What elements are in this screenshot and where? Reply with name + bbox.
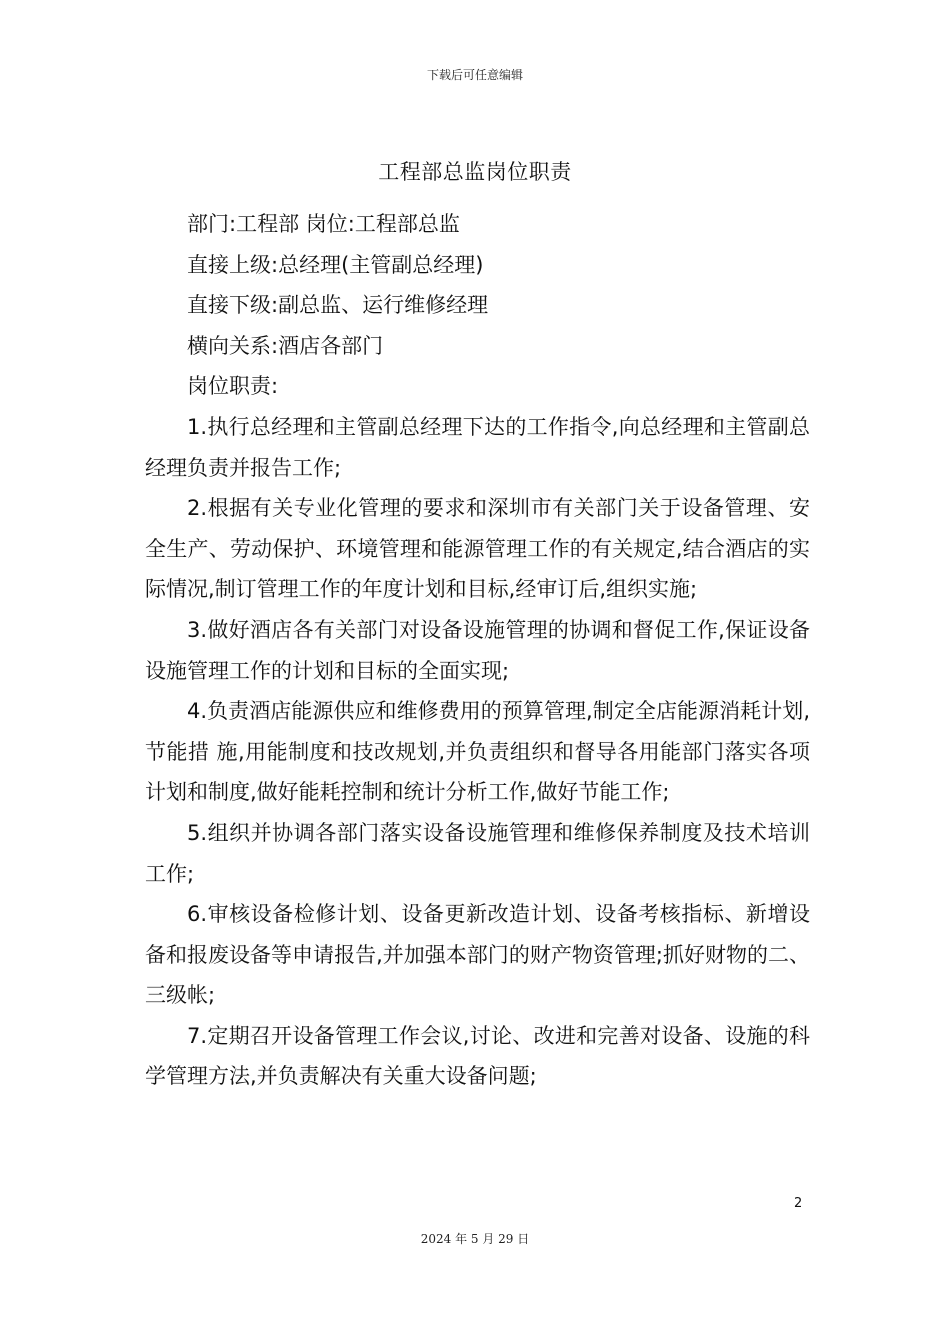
info-line-duties-heading: 岗位职责: bbox=[187, 374, 279, 399]
duty-item-4: 4.负责酒店能源供应和维修费用的预算管理,制定全店能源消耗计划,节能措 施,用能制度和技改规划,并负责组织和督导各用能部门落实各项计划和制度,做好能耗控制和统计分析工作,做好节能工作; bbox=[145, 699, 810, 805]
page-number: 2 bbox=[794, 1196, 803, 1211]
duty-item-7: 7.定期召开设备管理工作会议,讨论、改进和完善对设备、设施的科学管理方法,并负责解决有关重大设备问题; bbox=[145, 1023, 810, 1089]
document-body bbox=[145, 204, 810, 1097]
info-line-lateral: 横向关系:酒店各部门 bbox=[187, 333, 384, 358]
duty-item-2: 2.根据有关专业化管理的要求和深圳市有关部门关于设备管理、安全生产、劳动保护、环境管理和能源管理工作的有关规定,结合酒店的实际情况,制订管理工作的年度计划和目标,经审订后,组织实施; bbox=[145, 496, 810, 602]
header-note: 下载后可任意编辑 bbox=[426, 68, 523, 82]
info-line-subordinate: 直接下级:副总监、运行维修经理 bbox=[187, 293, 489, 318]
duty-item-6: 6.审核设备检修计划、设备更新改造计划、设备考核指标、新增设备和报废设备等申请报告,并加强本部门的财产物资管理;抓好财物的二、三级帐; bbox=[145, 902, 810, 1008]
duty-item-3: 3.做好酒店各有关部门对设备设施管理的协调和督促工作,保证设备设施管理工作的计划和目标的全面实现; bbox=[145, 617, 810, 683]
duty-item-1: 1.执行总经理和主管副总经理下达的工作指令,向总经理和主管副总经理负责并报告工作; bbox=[145, 414, 810, 480]
document-title: 工程部总监岗位职责 bbox=[378, 160, 572, 184]
info-line-department: 部门:工程部 岗位:工程部总监 bbox=[187, 212, 460, 236]
info-line-superior: 直接上级:总经理(主管副总经理) bbox=[187, 252, 484, 277]
duty-item-5: 5.组织并协调各部门落实设备设施管理和维修保养制度及技术培训工作; bbox=[145, 820, 810, 886]
footer-date: 2024 年 5 月 29 日 bbox=[420, 1232, 530, 1246]
